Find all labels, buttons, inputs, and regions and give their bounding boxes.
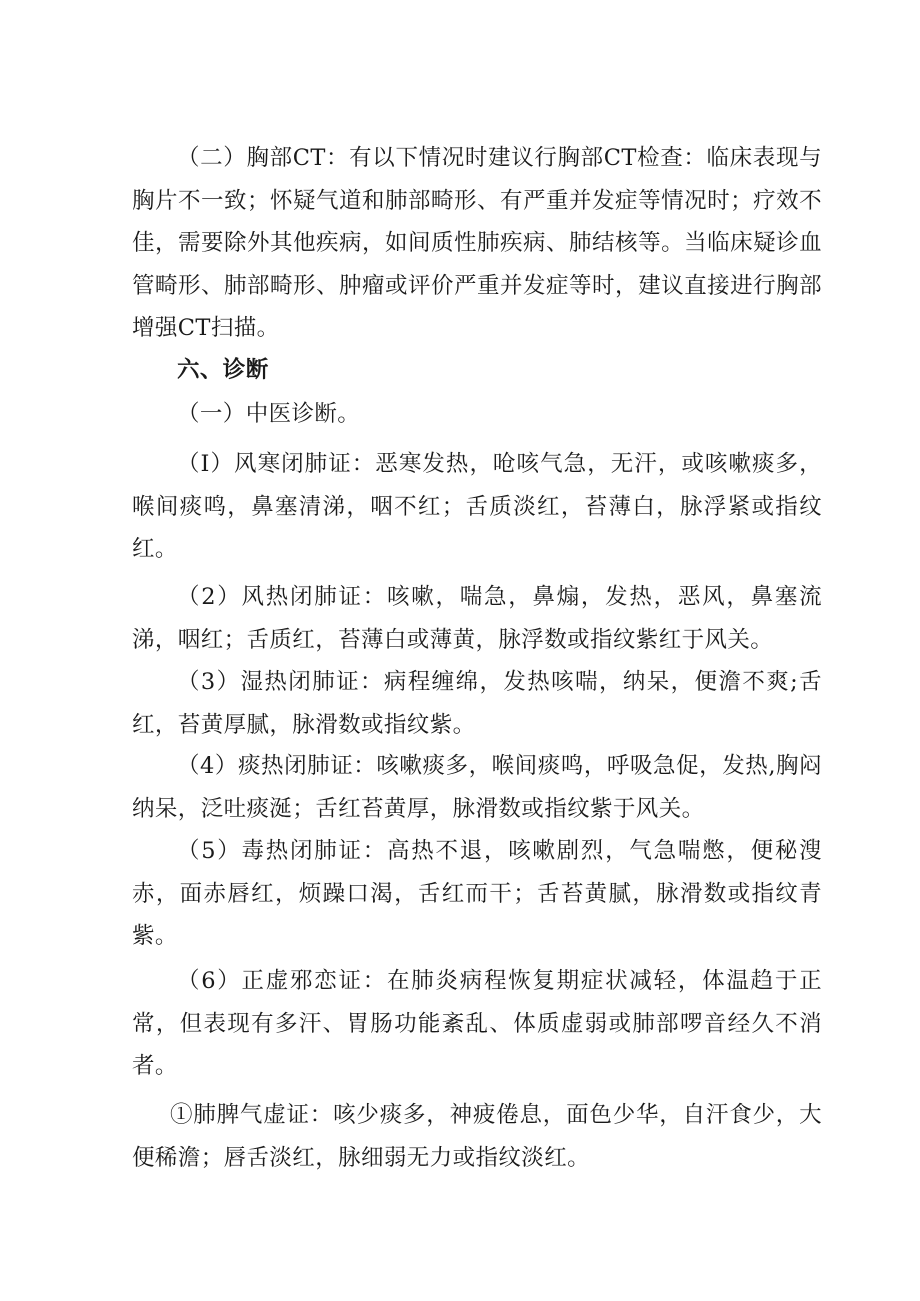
paragraph-phlegm-heat: （4）痰热闭肺证：咳嗽痰多，喉间痰鸣，呼吸急促，发热,胸闷纳呆，泛吐痰涎；舌红苔黄厚，脉滑数或指纹紫于风关。 — [132, 753, 822, 822]
subheading-tcm-diagnosis: （一）中医诊断。 — [177, 401, 361, 427]
paragraph-damp-heat: （3）湿热闭肺证：病程缠绵，发热咳喘，纳呆，便澹不爽;舌红，苔黄厚腻，脉滑数或指纹紫。 — [132, 669, 822, 738]
paragraph-toxic-heat: （5）毒热闭肺证：高热不退，咳嗽剧烈，气急喘憋，便秘溲赤，面赤唇红，烦躁口渴，舌红而干；舌苔黄腻，脉滑数或指纹青紫。 — [132, 838, 822, 949]
section-heading-diagnosis: 六、诊断 — [177, 357, 269, 383]
paragraph-wind-cold: （I）风寒闭肺证：恶寒发热，呛咳气急，无汗，或咳嗽痰多，喉间痰鸣，鼻塞清涕，咽不红；舌质淡红，苔薄白，脉浮紧或指纹红。 — [132, 451, 822, 562]
paragraph-lung-spleen: ①肺脾气虚证：咳少痰多，神疲倦息，面色少华，自汗食少，大便稀澹；唇舌淡红，脉细弱无力或指纹淡红。 — [132, 1102, 822, 1171]
paragraph-deficiency: （6）正虚邪恋证：在肺炎病程恢复期症状减轻，体温趋于正常，但表现有多汗、胃肠功能紊乱、体质虚弱或肺部啰音经久不消者。 — [132, 968, 822, 1079]
paragraph-wind-heat: （2）风热闭肺证：咳嗽，喘急，鼻煽，发热，恶风，鼻塞流涕，咽红；舌质红，苔薄白或薄黄，脉浮数或指纹紫红于风关。 — [132, 584, 822, 653]
paragraph-chest-ct: （二）胸部CT：有以下情况时建议行胸部CT检查：临床表现与胸片不一致；怀疑气道和肺部畸形、有严重并发症等情况时；疗效不佳，需要除外其他疾病，如间质性肺疾病、肺结核等。当临床疑诊血管畸形、肺部畸形、肿瘤或评价严重并发症等时，建议直接进行胸部增强CT扫描。 — [132, 145, 822, 341]
